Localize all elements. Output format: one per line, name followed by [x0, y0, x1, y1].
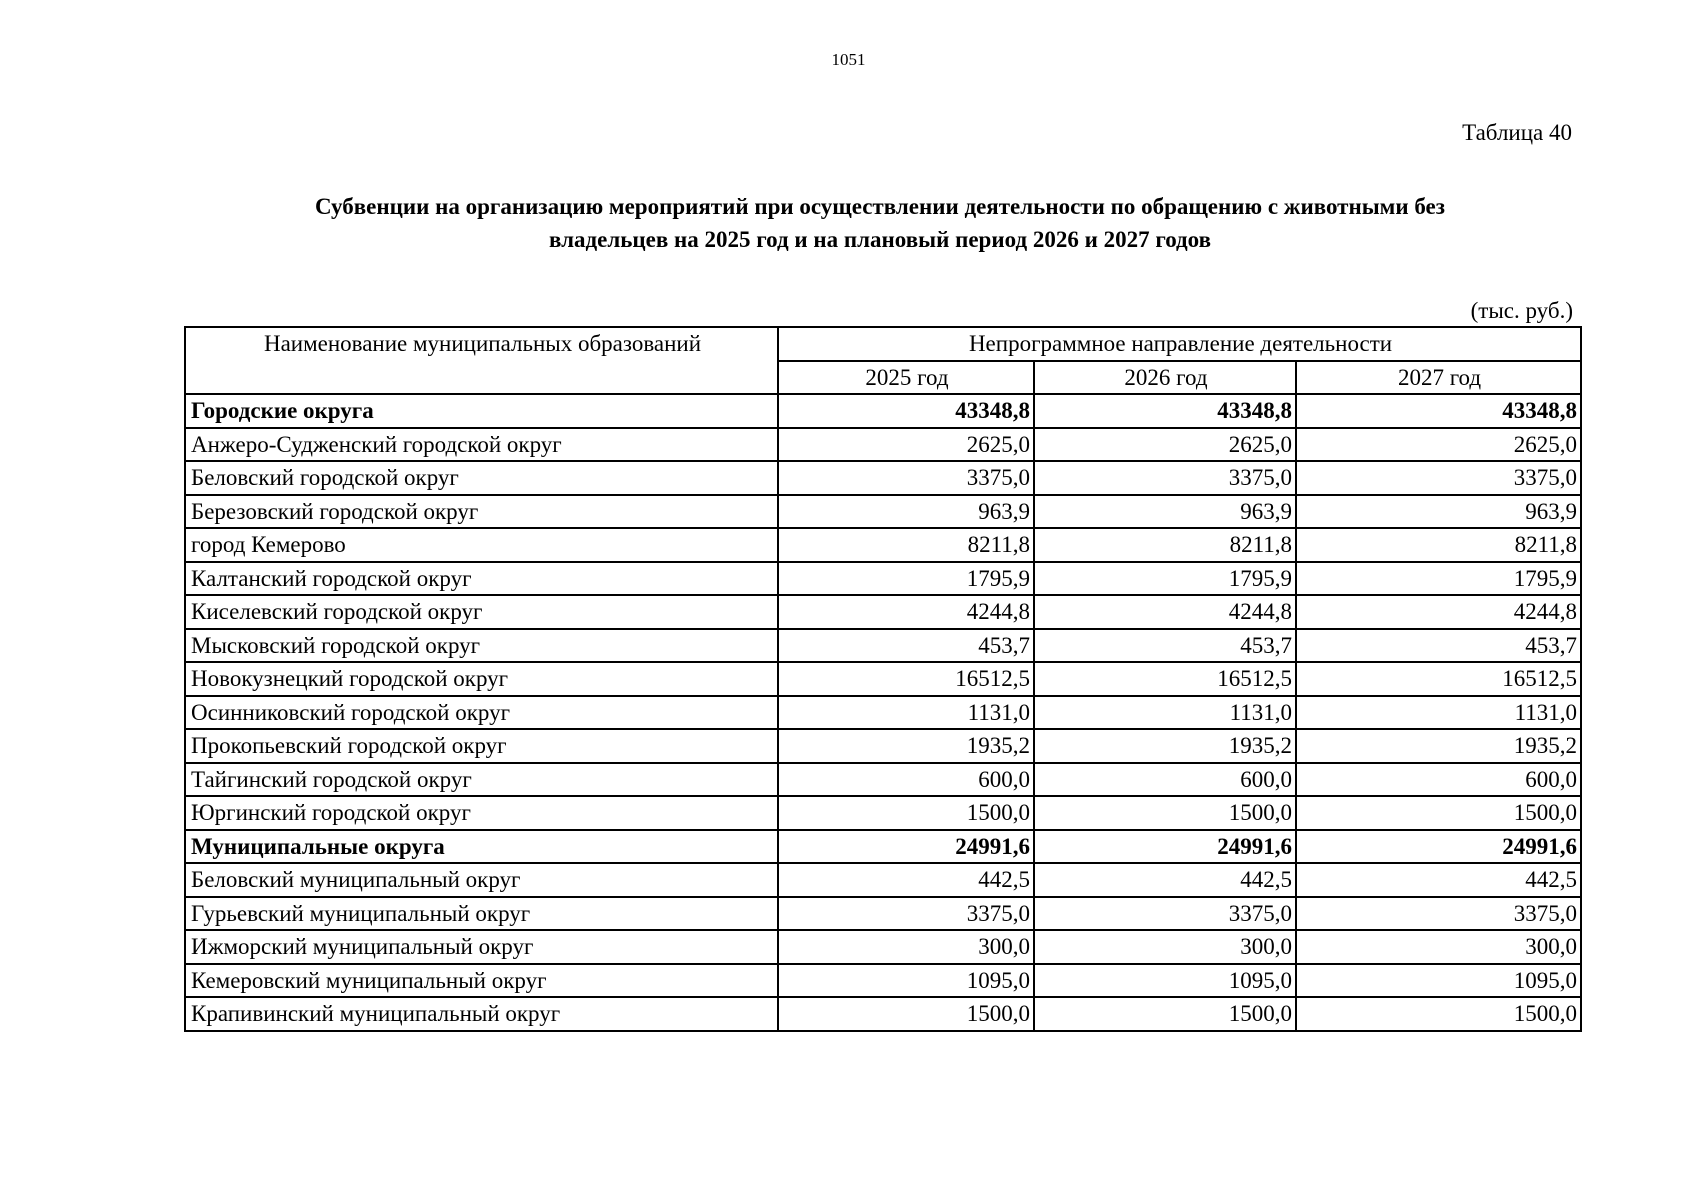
value-cell-2025: 2625,0 [778, 428, 1034, 462]
value-cell-2027: 43348,8 [1296, 394, 1581, 428]
value-cell-2026: 8211,8 [1034, 528, 1296, 562]
municipality-name-cell: Городские округа [185, 394, 778, 428]
header-municipality: Наименование муниципальных образований [185, 327, 778, 394]
value-cell-2027: 24991,6 [1296, 830, 1581, 864]
value-cell-2026: 442,5 [1034, 863, 1296, 897]
table-row [185, 796, 1581, 830]
value-cell-2025: 1935,2 [778, 729, 1034, 763]
value-cell-2025: 16512,5 [778, 662, 1034, 696]
value-cell-2027: 1131,0 [1296, 696, 1581, 730]
table-group-row [185, 394, 1581, 428]
table-row [185, 595, 1581, 629]
value-cell-2027: 1095,0 [1296, 964, 1581, 998]
municipality-name-cell: Калтанский городской округ [185, 562, 778, 596]
value-cell-2026: 600,0 [1034, 763, 1296, 797]
value-cell-2027: 963,9 [1296, 495, 1581, 529]
table-row [185, 528, 1581, 562]
municipality-name-cell: Крапивинский муниципальный округ [185, 997, 778, 1031]
value-cell-2027: 3375,0 [1296, 461, 1581, 495]
table-row [185, 863, 1581, 897]
table-row [185, 562, 1581, 596]
value-cell-2026: 1095,0 [1034, 964, 1296, 998]
value-cell-2026: 453,7 [1034, 629, 1296, 663]
value-cell-2026: 3375,0 [1034, 461, 1296, 495]
municipality-name-cell: Юргинский городской округ [185, 796, 778, 830]
value-cell-2026: 2625,0 [1034, 428, 1296, 462]
table-row [185, 930, 1581, 964]
municipality-name-cell: Березовский городской округ [185, 495, 778, 529]
table-row [185, 729, 1581, 763]
value-cell-2025: 1795,9 [778, 562, 1034, 596]
value-cell-2025: 43348,8 [778, 394, 1034, 428]
value-cell-2025: 3375,0 [778, 461, 1034, 495]
value-cell-2026: 300,0 [1034, 930, 1296, 964]
municipality-name-cell: Осинниковский городской округ [185, 696, 778, 730]
municipality-name-cell: Мысковский городской округ [185, 629, 778, 663]
table-header [185, 327, 1581, 394]
value-cell-2025: 1131,0 [778, 696, 1034, 730]
value-cell-2026: 963,9 [1034, 495, 1296, 529]
page-number: 1051 [831, 50, 866, 69]
value-cell-2027: 3375,0 [1296, 897, 1581, 931]
subventions-table [184, 326, 1582, 1032]
table-group-row [185, 830, 1581, 864]
municipality-name-cell: Киселевский городской округ [185, 595, 778, 629]
value-cell-2026: 1795,9 [1034, 562, 1296, 596]
value-cell-2025: 4244,8 [778, 595, 1034, 629]
table-row [185, 897, 1581, 931]
municipality-name-cell: Прокопьевский городской округ [185, 729, 778, 763]
table-body [185, 394, 1581, 1031]
value-cell-2026: 1131,0 [1034, 696, 1296, 730]
document-title [200, 190, 1560, 256]
value-cell-2026: 1500,0 [1034, 997, 1296, 1031]
value-cell-2026: 4244,8 [1034, 595, 1296, 629]
table-row [185, 763, 1581, 797]
value-cell-2025: 24991,6 [778, 830, 1034, 864]
value-cell-2027: 600,0 [1296, 763, 1581, 797]
value-cell-2026: 1500,0 [1034, 796, 1296, 830]
value-cell-2025: 1500,0 [778, 796, 1034, 830]
table-row [185, 629, 1581, 663]
header-year-2026: 2026 год [1034, 361, 1296, 395]
value-cell-2027: 16512,5 [1296, 662, 1581, 696]
table-row [185, 662, 1581, 696]
value-cell-2027: 300,0 [1296, 930, 1581, 964]
value-cell-2026: 43348,8 [1034, 394, 1296, 428]
value-cell-2027: 442,5 [1296, 863, 1581, 897]
value-cell-2025: 300,0 [778, 930, 1034, 964]
value-cell-2027: 1500,0 [1296, 796, 1581, 830]
value-cell-2027: 1935,2 [1296, 729, 1581, 763]
municipality-name-cell: Анжеро-Судженский городской округ [185, 428, 778, 462]
table-row [185, 428, 1581, 462]
municipality-name-cell: город Кемерово [185, 528, 778, 562]
value-cell-2027: 453,7 [1296, 629, 1581, 663]
value-cell-2027: 1500,0 [1296, 997, 1581, 1031]
value-cell-2026: 1935,2 [1034, 729, 1296, 763]
table-row [185, 461, 1581, 495]
value-cell-2027: 4244,8 [1296, 595, 1581, 629]
value-cell-2026: 3375,0 [1034, 897, 1296, 931]
value-cell-2027: 8211,8 [1296, 528, 1581, 562]
municipality-name-cell: Гурьевский муниципальный округ [185, 897, 778, 931]
municipality-name-cell: Беловский городской округ [185, 461, 778, 495]
municipality-name-cell: Ижморский муниципальный округ [185, 930, 778, 964]
table-row [185, 997, 1581, 1031]
units-label: (тыс. руб.) [1470, 298, 1573, 323]
value-cell-2025: 453,7 [778, 629, 1034, 663]
value-cell-2027: 1795,9 [1296, 562, 1581, 596]
value-cell-2026: 24991,6 [1034, 830, 1296, 864]
municipality-name-cell: Тайгинский городской округ [185, 763, 778, 797]
value-cell-2025: 600,0 [778, 763, 1034, 797]
municipality-name-cell: Кемеровский муниципальный округ [185, 964, 778, 998]
header-year-2025: 2025 год [778, 361, 1034, 395]
value-cell-2025: 1095,0 [778, 964, 1034, 998]
title-line-2: владельцев на 2025 год и на плановый период 2026 и 2027 годов [548, 227, 1212, 252]
header-year-2027: 2027 год [1296, 361, 1581, 395]
municipality-name-cell: Муниципальные округа [185, 830, 778, 864]
table-row [185, 696, 1581, 730]
value-cell-2026: 16512,5 [1034, 662, 1296, 696]
table-row [185, 495, 1581, 529]
municipality-name-cell: Новокузнецкий городской округ [185, 662, 778, 696]
value-cell-2027: 2625,0 [1296, 428, 1581, 462]
value-cell-2025: 1500,0 [778, 997, 1034, 1031]
value-cell-2025: 963,9 [778, 495, 1034, 529]
value-cell-2025: 8211,8 [778, 528, 1034, 562]
municipality-name-cell: Беловский муниципальный округ [185, 863, 778, 897]
value-cell-2025: 442,5 [778, 863, 1034, 897]
table-row [185, 964, 1581, 998]
header-activity-direction: Непрограммное направление деятельности [778, 327, 1581, 361]
value-cell-2025: 3375,0 [778, 897, 1034, 931]
title-line-1: Субвенции на организацию мероприятий при осуществлении деятельности по обращению с животными без [314, 194, 1446, 219]
table-label: Таблица 40 [1462, 120, 1572, 145]
